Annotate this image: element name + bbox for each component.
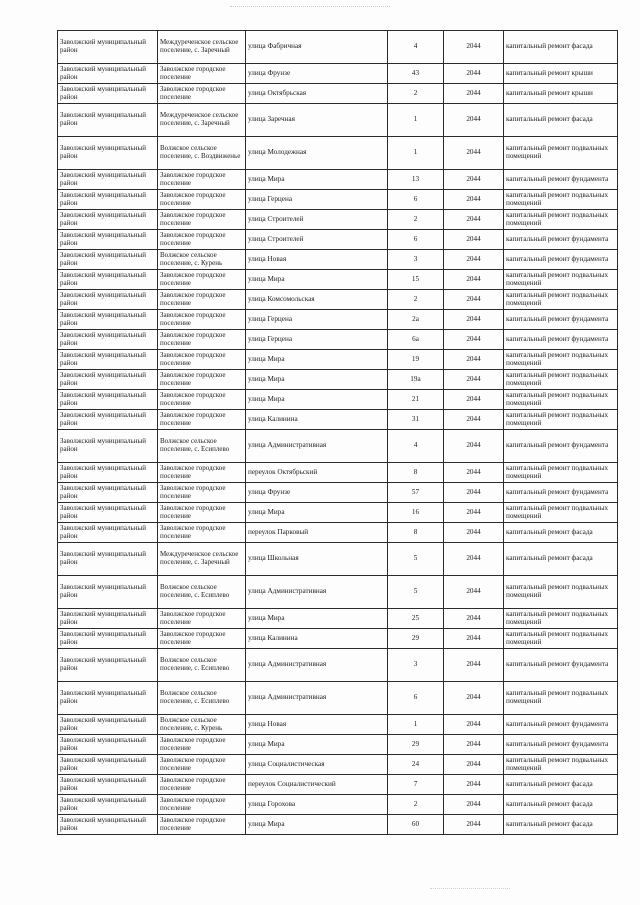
year-cell: 2044 — [444, 31, 504, 64]
work-type-cell: капитальный ремонт подвальных помещений — [504, 210, 618, 230]
year-cell: 2044 — [444, 576, 504, 609]
year-cell: 2044 — [444, 270, 504, 290]
work-type-cell: капитальный ремонт подвальных помещений — [504, 682, 618, 715]
table-row — [58, 84, 618, 104]
house-number-cell: 2 — [388, 210, 444, 230]
district-cell: Заволжский муниципальный район — [58, 463, 158, 483]
street-cell: улица Административная — [246, 649, 388, 682]
scan-artifact — [230, 6, 390, 15]
table-row — [58, 543, 618, 576]
table-row — [58, 649, 618, 682]
district-cell: Заволжский муниципальный район — [58, 682, 158, 715]
district-cell: Заволжский муниципальный район — [58, 775, 158, 795]
year-cell: 2044 — [444, 230, 504, 250]
street-cell: улица Заречная — [246, 104, 388, 137]
district-cell: Заволжский муниципальный район — [58, 410, 158, 430]
street-cell: улица Мира — [246, 815, 388, 835]
district-cell: Заволжский муниципальный район — [58, 64, 158, 84]
district-cell: Заволжский муниципальный район — [58, 543, 158, 576]
work-type-cell: капитальный ремонт подвальных помещений — [504, 350, 618, 370]
year-cell: 2044 — [444, 629, 504, 649]
street-cell: улица Новая — [246, 715, 388, 735]
house-number-cell: 19 — [388, 350, 444, 370]
table-row — [58, 31, 618, 64]
settlement-cell: Заволжское городское поселение — [158, 795, 246, 815]
year-cell: 2044 — [444, 609, 504, 629]
house-number-cell: 43 — [388, 64, 444, 84]
year-cell: 2044 — [444, 523, 504, 543]
district-cell: Заволжский муниципальный район — [58, 190, 158, 210]
work-type-cell: капитальный ремонт подвальных помещений — [504, 390, 618, 410]
year-cell: 2044 — [444, 210, 504, 230]
work-type-cell: капитальный ремонт подвальных помещений — [504, 270, 618, 290]
work-type-cell: капитальный ремонт крыши — [504, 64, 618, 84]
table-row — [58, 715, 618, 735]
settlement-cell: Междуреченское сельское поселение, с. Заречный — [158, 104, 246, 137]
year-cell: 2044 — [444, 755, 504, 775]
house-number-cell: 6а — [388, 330, 444, 350]
settlement-cell: Заволжское городское поселение — [158, 270, 246, 290]
district-cell: Заволжский муниципальный район — [58, 576, 158, 609]
house-number-cell: 2 — [388, 84, 444, 104]
work-type-cell: капитальный ремонт фундамента — [504, 250, 618, 270]
work-type-cell: капитальный ремонт подвальных помещений — [504, 629, 618, 649]
district-cell: Заволжский муниципальный район — [58, 370, 158, 390]
house-number-cell: 60 — [388, 815, 444, 835]
settlement-cell: Заволжское городское поселение — [158, 410, 246, 430]
table-row — [58, 64, 618, 84]
table-row — [58, 503, 618, 523]
settlement-cell: Заволжское городское поселение — [158, 775, 246, 795]
district-cell: Заволжский муниципальный район — [58, 390, 158, 410]
street-cell: улица Мира — [246, 735, 388, 755]
work-type-cell: капитальный ремонт фасада — [504, 543, 618, 576]
street-cell: улица Административная — [246, 430, 388, 463]
settlement-cell: Заволжское городское поселение — [158, 629, 246, 649]
settlement-cell: Заволжское городское поселение — [158, 330, 246, 350]
house-number-cell: 57 — [388, 483, 444, 503]
street-cell: улица Мира — [246, 170, 388, 190]
house-number-cell: 19а — [388, 370, 444, 390]
table-row — [58, 137, 618, 170]
district-cell: Заволжский муниципальный район — [58, 609, 158, 629]
district-cell: Заволжский муниципальный район — [58, 84, 158, 104]
year-cell: 2044 — [444, 250, 504, 270]
table-row — [58, 350, 618, 370]
work-type-cell: капитальный ремонт фундамента — [504, 430, 618, 463]
table-row — [58, 390, 618, 410]
street-cell: улица Герцена — [246, 310, 388, 330]
house-number-cell: 31 — [388, 410, 444, 430]
work-type-cell: капитальный ремонт фасада — [504, 775, 618, 795]
house-number-cell: 2а — [388, 310, 444, 330]
year-cell: 2044 — [444, 290, 504, 310]
table-row — [58, 523, 618, 543]
table-body — [58, 31, 618, 835]
district-cell: Заволжский муниципальный район — [58, 137, 158, 170]
work-type-cell: капитальный ремонт фундамента — [504, 715, 618, 735]
house-number-cell: 8 — [388, 523, 444, 543]
table-row — [58, 430, 618, 463]
district-cell: Заволжский муниципальный район — [58, 330, 158, 350]
table-row — [58, 210, 618, 230]
district-cell: Заволжский муниципальный район — [58, 290, 158, 310]
year-cell: 2044 — [444, 795, 504, 815]
district-cell: Заволжский муниципальный район — [58, 715, 158, 735]
year-cell: 2044 — [444, 735, 504, 755]
street-cell: улица Мира — [246, 503, 388, 523]
district-cell: Заволжский муниципальный район — [58, 755, 158, 775]
street-cell: улица Мира — [246, 270, 388, 290]
work-type-cell: капитальный ремонт фасада — [504, 523, 618, 543]
street-cell: улица Мира — [246, 390, 388, 410]
table-row — [58, 576, 618, 609]
table-row — [58, 250, 618, 270]
table-row — [58, 815, 618, 835]
settlement-cell: Заволжское городское поселение — [158, 170, 246, 190]
work-type-cell: капитальный ремонт подвальных помещений — [504, 576, 618, 609]
house-number-cell: 21 — [388, 390, 444, 410]
table-row — [58, 629, 618, 649]
house-number-cell: 1 — [388, 137, 444, 170]
district-cell: Заволжский муниципальный район — [58, 310, 158, 330]
year-cell: 2044 — [444, 170, 504, 190]
district-cell: Заволжский муниципальный район — [58, 350, 158, 370]
year-cell: 2044 — [444, 543, 504, 576]
district-cell: Заволжский муниципальный район — [58, 104, 158, 137]
table-row — [58, 755, 618, 775]
house-number-cell: 2 — [388, 795, 444, 815]
work-type-cell: капитальный ремонт фундамента — [504, 483, 618, 503]
table-row — [58, 190, 618, 210]
work-type-cell: капитальный ремонт фундамента — [504, 310, 618, 330]
settlement-cell: Волжское сельское поселение, с. Есиплево — [158, 649, 246, 682]
work-type-cell: капитальный ремонт крыши — [504, 84, 618, 104]
street-cell: улица Административная — [246, 576, 388, 609]
year-cell: 2044 — [444, 350, 504, 370]
year-cell: 2044 — [444, 483, 504, 503]
year-cell: 2044 — [444, 370, 504, 390]
table-row — [58, 330, 618, 350]
settlement-cell: Волжское сельское поселение, с. Есиплево — [158, 430, 246, 463]
table-row — [58, 735, 618, 755]
house-number-cell: 6 — [388, 190, 444, 210]
house-number-cell: 4 — [388, 31, 444, 64]
street-cell: улица Административная — [246, 682, 388, 715]
settlement-cell: Заволжское городское поселение — [158, 190, 246, 210]
table-row — [58, 410, 618, 430]
house-number-cell: 7 — [388, 775, 444, 795]
house-number-cell: 6 — [388, 230, 444, 250]
street-cell: улица Социалистическая — [246, 755, 388, 775]
settlement-cell: Заволжское городское поселение — [158, 310, 246, 330]
settlement-cell: Заволжское городское поселение — [158, 64, 246, 84]
settlement-cell: Заволжское городское поселение — [158, 503, 246, 523]
table-row — [58, 463, 618, 483]
house-number-cell: 6 — [388, 682, 444, 715]
work-type-cell: капитальный ремонт фасада — [504, 795, 618, 815]
year-cell: 2044 — [444, 430, 504, 463]
table-row — [58, 609, 618, 629]
settlement-cell: Междуреченское сельское поселение, с. Заречный — [158, 543, 246, 576]
table-row — [58, 795, 618, 815]
district-cell: Заволжский муниципальный район — [58, 31, 158, 64]
settlement-cell: Заволжское городское поселение — [158, 523, 246, 543]
street-cell: улица Новая — [246, 250, 388, 270]
settlement-cell: Волжское сельское поселение, с. Есиплево — [158, 576, 246, 609]
year-cell: 2044 — [444, 390, 504, 410]
street-cell: улица Фабричная — [246, 31, 388, 64]
year-cell: 2044 — [444, 84, 504, 104]
settlement-cell: Заволжское городское поселение — [158, 290, 246, 310]
street-cell: переулок Октябрьский — [246, 463, 388, 483]
house-number-cell: 13 — [388, 170, 444, 190]
work-type-cell: капитальный ремонт фасада — [504, 104, 618, 137]
district-cell: Заволжский муниципальный район — [58, 210, 158, 230]
year-cell: 2044 — [444, 815, 504, 835]
settlement-cell: Междуреченское сельское поселение, с. Заречный — [158, 31, 246, 64]
settlement-cell: Заволжское городское поселение — [158, 84, 246, 104]
settlement-cell: Заволжское городское поселение — [158, 609, 246, 629]
work-type-cell: капитальный ремонт фундамента — [504, 170, 618, 190]
house-number-cell: 3 — [388, 250, 444, 270]
settlement-cell: Волжское сельское поселение, с. Есиплево — [158, 682, 246, 715]
house-number-cell: 24 — [388, 755, 444, 775]
work-type-cell: капитальный ремонт фундамента — [504, 230, 618, 250]
district-cell: Заволжский муниципальный район — [58, 795, 158, 815]
table-row — [58, 104, 618, 137]
district-cell: Заволжский муниципальный район — [58, 629, 158, 649]
work-type-cell: капитальный ремонт фасада — [504, 815, 618, 835]
year-cell: 2044 — [444, 64, 504, 84]
year-cell: 2044 — [444, 682, 504, 715]
work-type-cell: капитальный ремонт фундамента — [504, 735, 618, 755]
settlement-cell: Заволжское городское поселение — [158, 483, 246, 503]
house-number-cell: 2 — [388, 290, 444, 310]
street-cell: улица Фрунзе — [246, 483, 388, 503]
work-type-cell: капитальный ремонт фасада — [504, 31, 618, 64]
year-cell: 2044 — [444, 190, 504, 210]
year-cell: 2044 — [444, 503, 504, 523]
table-row — [58, 370, 618, 390]
table-row — [58, 775, 618, 795]
year-cell: 2044 — [444, 410, 504, 430]
district-cell: Заволжский муниципальный район — [58, 230, 158, 250]
street-cell: улица Фрунзе — [246, 64, 388, 84]
table-row — [58, 270, 618, 290]
district-cell: Заволжский муниципальный район — [58, 815, 158, 835]
house-number-cell: 29 — [388, 735, 444, 755]
street-cell: улица Строителей — [246, 230, 388, 250]
house-number-cell: 1 — [388, 104, 444, 137]
district-cell: Заволжский муниципальный район — [58, 270, 158, 290]
street-cell: улица Октябрьская — [246, 84, 388, 104]
house-number-cell: 15 — [388, 270, 444, 290]
house-number-cell: 8 — [388, 463, 444, 483]
work-type-cell: капитальный ремонт подвальных помещений — [504, 290, 618, 310]
street-cell: улица Калинина — [246, 410, 388, 430]
scan-artifact — [430, 888, 510, 893]
table-row — [58, 682, 618, 715]
work-type-cell: капитальный ремонт подвальных помещений — [504, 755, 618, 775]
work-type-cell: капитальный ремонт подвальных помещений — [504, 503, 618, 523]
settlement-cell: Заволжское городское поселение — [158, 463, 246, 483]
settlement-cell: Заволжское городское поселение — [158, 350, 246, 370]
street-cell: улица Мира — [246, 609, 388, 629]
settlement-cell: Заволжское городское поселение — [158, 370, 246, 390]
street-cell: улица Калинина — [246, 629, 388, 649]
work-type-cell: капитальный ремонт подвальных помещений — [504, 190, 618, 210]
street-cell: улица Комсомольская — [246, 290, 388, 310]
year-cell: 2044 — [444, 715, 504, 735]
work-type-cell: капитальный ремонт фундамента — [504, 649, 618, 682]
settlement-cell: Заволжское городское поселение — [158, 755, 246, 775]
repair-schedule-table — [57, 30, 618, 835]
table-row — [58, 483, 618, 503]
table-row — [58, 170, 618, 190]
street-cell: улица Мира — [246, 370, 388, 390]
table-row — [58, 230, 618, 250]
house-number-cell: 3 — [388, 649, 444, 682]
settlement-cell: Волжское сельское поселение, с. Воздвиженье — [158, 137, 246, 170]
street-cell: улица Молодежная — [246, 137, 388, 170]
district-cell: Заволжский муниципальный район — [58, 250, 158, 270]
work-type-cell: капитальный ремонт подвальных помещений — [504, 463, 618, 483]
settlement-cell: Заволжское городское поселение — [158, 210, 246, 230]
district-cell: Заволжский муниципальный район — [58, 649, 158, 682]
settlement-cell: Заволжское городское поселение — [158, 735, 246, 755]
year-cell: 2044 — [444, 137, 504, 170]
year-cell: 2044 — [444, 775, 504, 795]
street-cell: улица Герцена — [246, 190, 388, 210]
district-cell: Заволжский муниципальный район — [58, 735, 158, 755]
table-row — [58, 310, 618, 330]
year-cell: 2044 — [444, 463, 504, 483]
settlement-cell: Заволжское городское поселение — [158, 390, 246, 410]
work-type-cell: капитальный ремонт фундамента — [504, 330, 618, 350]
work-type-cell: капитальный ремонт подвальных помещений — [504, 609, 618, 629]
house-number-cell: 5 — [388, 576, 444, 609]
house-number-cell: 1 — [388, 715, 444, 735]
street-cell: переулок Парковый — [246, 523, 388, 543]
year-cell: 2044 — [444, 104, 504, 137]
house-number-cell: 25 — [388, 609, 444, 629]
year-cell: 2044 — [444, 310, 504, 330]
district-cell: Заволжский муниципальный район — [58, 483, 158, 503]
district-cell: Заволжский муниципальный район — [58, 170, 158, 190]
street-cell: улица Строителей — [246, 210, 388, 230]
settlement-cell: Заволжское городское поселение — [158, 815, 246, 835]
house-number-cell: 29 — [388, 629, 444, 649]
district-cell: Заволжский муниципальный район — [58, 430, 158, 463]
street-cell: улица Школьная — [246, 543, 388, 576]
year-cell: 2044 — [444, 649, 504, 682]
year-cell: 2044 — [444, 330, 504, 350]
district-cell: Заволжский муниципальный район — [58, 503, 158, 523]
settlement-cell: Волжское сельское поселение, с. Курень — [158, 715, 246, 735]
house-number-cell: 16 — [388, 503, 444, 523]
work-type-cell: капитальный ремонт подвальных помещений — [504, 410, 618, 430]
table-row — [58, 290, 618, 310]
settlement-cell: Волжское сельское поселение, с. Курень — [158, 250, 246, 270]
street-cell: переулок Социалистический — [246, 775, 388, 795]
work-type-cell: капитальный ремонт подвальных помещений — [504, 370, 618, 390]
district-cell: Заволжский муниципальный район — [58, 523, 158, 543]
house-number-cell: 5 — [388, 543, 444, 576]
work-type-cell: капитальный ремонт подвальных помещений — [504, 137, 618, 170]
street-cell: улица Горохова — [246, 795, 388, 815]
house-number-cell: 4 — [388, 430, 444, 463]
street-cell: улица Герцена — [246, 330, 388, 350]
settlement-cell: Заволжское городское поселение — [158, 230, 246, 250]
street-cell: улица Мира — [246, 350, 388, 370]
